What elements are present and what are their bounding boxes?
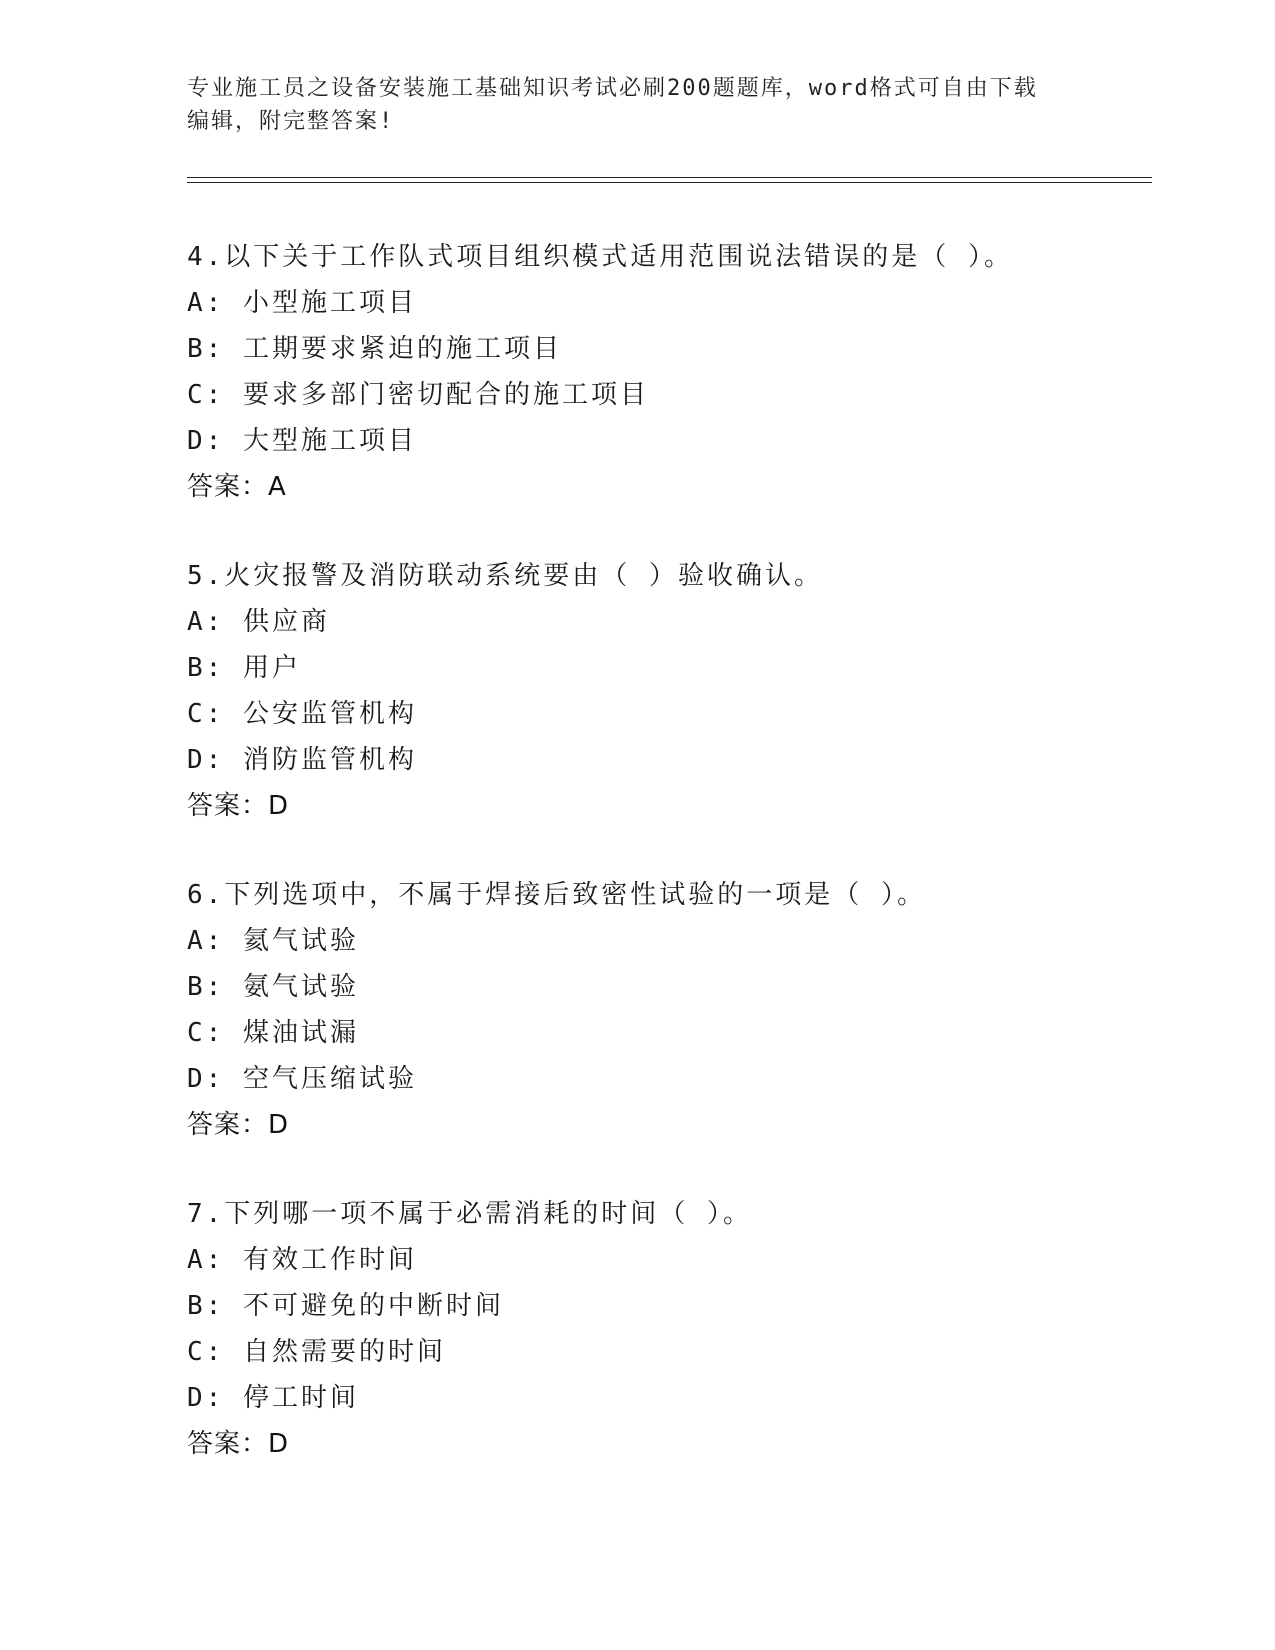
option-a: A: 小型施工项目 xyxy=(187,288,417,318)
answer-line: 答案：D xyxy=(187,1110,290,1140)
option-c: C: 要求多部门密切配合的施工项目 xyxy=(187,380,649,410)
option-c: C: 煤油试漏 xyxy=(187,1018,359,1048)
option-b: B: 工期要求紧迫的施工项目 xyxy=(187,334,562,364)
option-c: C: 公安监管机构 xyxy=(187,699,417,729)
question-stem: 5.火灾报警及消防联动系统要由（ ）验收确认。 xyxy=(187,561,823,591)
option-b: B: 氨气试验 xyxy=(187,972,359,1002)
option-d: D: 消防监管机构 xyxy=(187,745,417,775)
answer-line: 答案：D xyxy=(187,791,290,821)
question-stem: 4.以下关于工作队式项目组织模式适用范围说法错误的是（ ）。 xyxy=(187,242,1013,272)
option-a: A: 有效工作时间 xyxy=(187,1245,417,1275)
question-stem: 6.下列选项中，不属于焊接后致密性试验的一项是（ ）。 xyxy=(187,880,926,910)
question-5 xyxy=(187,553,1147,872)
option-d: D: 大型施工项目 xyxy=(187,426,417,456)
option-b: B: 不可避免的中断时间 xyxy=(187,1291,504,1321)
document-header xyxy=(187,72,1067,138)
option-d: D: 停工时间 xyxy=(187,1383,359,1413)
question-4 xyxy=(187,234,1147,553)
question-7 xyxy=(187,1191,1147,1510)
answer-line: 答案：A xyxy=(187,472,287,502)
header-divider-top xyxy=(187,177,1152,178)
answer-line: 答案：D xyxy=(187,1429,290,1459)
question-list xyxy=(187,234,1147,1510)
question-6 xyxy=(187,872,1147,1191)
option-a: A: 氦气试验 xyxy=(187,926,359,956)
header-line-1: 专业施工员之设备安装施工基础知识考试必刷200题题库，word格式可自由下载 xyxy=(187,76,1038,101)
option-a: A: 供应商 xyxy=(187,607,330,637)
header-line-2: 编辑，附完整答案! xyxy=(187,109,395,134)
header-divider-bottom xyxy=(187,182,1152,183)
option-b: B: 用户 xyxy=(187,653,301,683)
option-d: D: 空气压缩试验 xyxy=(187,1064,417,1094)
option-c: C: 自然需要的时间 xyxy=(187,1337,446,1367)
question-stem: 7.下列哪一项不属于必需消耗的时间（ ）。 xyxy=(187,1199,752,1229)
